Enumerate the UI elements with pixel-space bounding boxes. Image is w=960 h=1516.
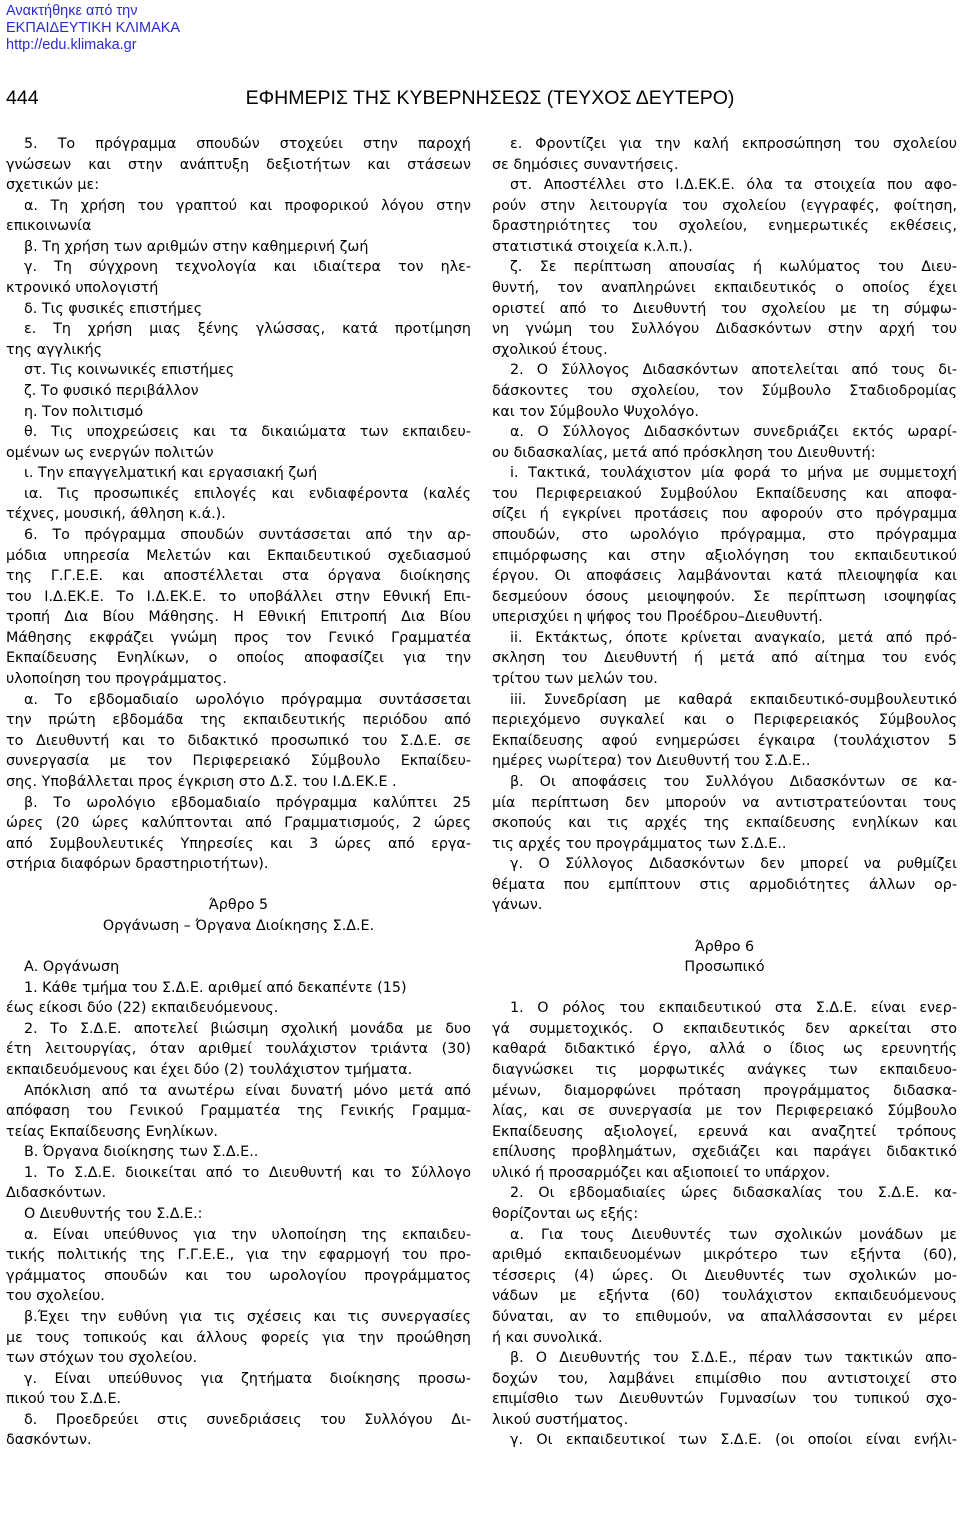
- text-line: με τους τοπικούς και άλλους φορείς για την προώθηση: [6, 1329, 471, 1346]
- text-line: γράμματος σπουδών και του ωρολογίου προγράμματος: [6, 1267, 471, 1284]
- text-line: θορίζονται ως εξής:: [492, 1206, 639, 1223]
- text-line: ια. Τις προσωπικές επιλογές και ενδιαφέροντα (καλές: [24, 485, 471, 502]
- text-line: 2. Ο Σύλλογος Διδασκόντων αποτελείται από τους δι-: [510, 362, 957, 379]
- text-line: δραστηριότητες του σχολείου, ενημερωτικές εκθέσεις,: [492, 218, 957, 235]
- text-line: 1. Ο ρόλος του εκπαιδευτικού στα Σ.Δ.Ε. είναι ενερ-: [510, 1000, 957, 1017]
- text-line: Άρθρο 6: [694, 938, 755, 955]
- text-line: από Συμβουλευτικές Υπηρεσίες και 3 ώρες από εργα-: [6, 835, 471, 852]
- text-line: κτρονικό υπολογιστή: [6, 280, 159, 297]
- text-line: δύναται, αν το επιθυμούν, να απαλλάσσονται εν μέρει: [492, 1308, 957, 1325]
- text-line: Προσωπικό: [684, 959, 765, 976]
- text-line: [492, 916, 957, 937]
- text-line: ε. Τη χρήση μιας ξένης γλώσσας, κατά προτίμηση: [24, 321, 471, 338]
- source-stamp: [6, 3, 180, 54]
- text-line: γ. Είναι υπεύθυνος για ζητήματα διοίκησης προσω-: [24, 1370, 471, 1387]
- text-line: τρίτου των μελών του.: [492, 671, 658, 688]
- text-line: περιεχόμενο συγκαλεί και ο Περιφερειακός Σύμβουλος: [492, 712, 957, 729]
- text-line: τροπή Δια Βίου Μάθησης. Η Εθνική Επιτροπή Δια Βίου: [6, 609, 471, 626]
- text-line: Α. Οργάνωση: [24, 959, 120, 976]
- text-line: ου διδασκαλίας, μετά από πρόσκληση του Διευθυντή:: [492, 444, 876, 461]
- text-line: Εκπαίδευσης αφού ενημερώσει έγκαιρα (τουλάχιστον 5: [492, 732, 957, 749]
- text-line: γ. Τη σύγχρονη τεχνολογία και ιδιαίτερα τον ηλε-: [24, 259, 471, 276]
- text-line: του Ι.Δ.ΕΚ.Ε. Το Ι.Δ.ΕΚ.Ε. το υποβάλλει στην Εθνική Επι-: [6, 588, 471, 605]
- text-line: λίας, και σε συνεργασία με τον Περιφερειακό Σύμβουλο: [492, 1103, 957, 1120]
- text-line: i. Τακτικά, τουλάχιστον μία φορά το μήνα με συμμετοχή: [510, 465, 957, 482]
- source-link[interactable]: http://edu.klimaka.gr: [6, 37, 137, 53]
- text-line: δ. Τις φυσικές επιστήμες: [24, 300, 203, 317]
- text-line: έτη λειτουργίας, όταν αριθμεί τουλάχιστον τριάντα (30): [6, 1041, 471, 1058]
- text-line: α. Τη χρήση του γραπτού και προφορικού λόγου στην: [24, 197, 471, 214]
- text-line: τέχνες, μουσική, άθληση κ.ά.).: [6, 506, 226, 523]
- text-line: εκπαιδευόμενους και έχει δύο (2) τουλάχιστον τμήματα.: [6, 1062, 413, 1079]
- text-line: β. Το ωρολόγιο εβδομαδιαίο πρόγραμμα καλύπτει 25: [24, 794, 471, 811]
- text-line: δοχών του, λαμβάνει επιμίσθιο που αντιστοιχεί στο: [492, 1370, 957, 1387]
- text-line: θέματα που εμπίπτουν στις αρμοδιότητες άλλων ορ-: [492, 876, 957, 893]
- text-line: σίζει ή εγκρίνει προτάσεις που αφορούν στο πρόγραμμα: [492, 506, 957, 523]
- text-line: σκοπούς και τις αρχές της εκπαίδευσης ενηλίκων και: [492, 815, 957, 832]
- text-line: 1. Το Σ.Δ.Ε. διοικείται από το Διευθυντή και το Σύλλογο: [24, 1164, 471, 1181]
- text-line: ρούν στην λειτουργία του σχολείου (εγγραφές, φοίτηση,: [492, 197, 957, 214]
- text-line: τις αρχές του προγράμματος των Σ.Δ.Ε..: [492, 835, 787, 852]
- text-line: δεσμεύουν όσους μειοψηφούν. Σε περίπτωση ισοψηφίας: [492, 588, 957, 605]
- text-line: σκληση του Διευθυντή ή μετά από αίτημα του ενός: [492, 650, 957, 667]
- right-column: [492, 134, 957, 1451]
- text-line: α. Για τους Διευθυντές των σχολικών μονάδων με: [510, 1226, 957, 1243]
- text-line: [6, 875, 471, 896]
- text-line: Οργάνωση – Όργανα Διοίκησης Σ.Δ.Ε.: [102, 917, 375, 934]
- text-line: σχετικών με:: [6, 177, 100, 194]
- text-line: γ. Οι εκπαιδευτικοί των Σ.Δ.Ε. (οι οποίοι είναι ενήλι-: [510, 1432, 957, 1449]
- text-line: α. Το εβδομαδιαίο ωρολόγιο πρόγραμμα συντάσσεται: [24, 691, 471, 708]
- text-line: το Διευθυντή και το διδακτικό προσωπικό του Σ.Δ.Ε. σε: [6, 732, 471, 749]
- text-line: τείας Εκπαίδευσης Ενηλίκων.: [6, 1123, 218, 1140]
- text-line: των στόχων του σχολείου.: [6, 1350, 198, 1367]
- text-line: ημέρες νωρίτερα) τον Διευθυντή του Σ.Δ.Ε..: [492, 753, 811, 770]
- text-line: η. Τον πολιτισμό: [24, 403, 144, 420]
- text-line: της αγγλικής: [6, 341, 103, 358]
- text-line: έως είκοσι δύο (22) εκπαιδευόμενους.: [6, 1000, 279, 1017]
- text-line: διαγνώσκει τις μορφωτικές ανάγκες των εκπαιδευο-: [492, 1062, 957, 1079]
- text-line: νη γνώμη του Συλλόγου Διδασκόντων στην αρχή του: [492, 321, 957, 338]
- text-line: υπερισχύει η ψήφος του Προέδρου–Διευθυντή.: [492, 609, 823, 626]
- text-line: ζ. Σε περίπτωση απουσίας ή κωλύματος του Διευ-: [510, 259, 957, 276]
- text-line: λικού συστήματος.: [492, 1411, 629, 1428]
- text-line: οριστεί από το Διευθυντή του σχολείου με τη σύμφω-: [492, 300, 957, 317]
- text-line: αριθμό εκπαιδευομένων μικρότερο των εξήντα (60),: [492, 1247, 957, 1264]
- text-line: γάνων.: [492, 897, 543, 914]
- text-line: επικοινωνία: [6, 218, 92, 235]
- text-line: Ο Διευθυντής του Σ.Δ.Ε.:: [24, 1206, 203, 1223]
- text-line: νάδων με εξήντα (60) τουλάχιστον εκπαιδευόμενους: [492, 1288, 957, 1305]
- text-line: γά συμμετοχικός. Ο εκπαιδευτικός δεν αρκείται στο: [492, 1020, 957, 1037]
- text-line: τικής πολιτικής της Γ.Γ.Ε.Ε., για την εφαρμογή του προ-: [6, 1247, 471, 1264]
- text-line: την πρώτη εβδομάδα της εκπαιδευτικής περιόδου από: [6, 712, 471, 729]
- text-line: Εκπαίδευσης Ενηλίκων, ο οποίος αποφασίζει για την: [6, 650, 471, 667]
- text-line: επίλυσης προβλημάτων, σχεδιάζει και παράγει διδακτικό: [492, 1144, 957, 1161]
- text-line: 6. Το πρόγραμμα σπουδών συντάσσεται από την αρ-: [24, 526, 471, 543]
- text-line: τέσσερις (4) ώρες. Οι Διευθυντές των σχολικών μο-: [492, 1267, 957, 1284]
- text-line: συνεργασία με τον Περιφερειακό Σύμβουλο Εκπαίδευ-: [6, 753, 471, 770]
- text-line: ομένων ως ενεργών πολιτών: [6, 444, 214, 461]
- text-line: του σχολείου.: [6, 1288, 105, 1305]
- text-line: Άρθρο 5: [208, 897, 269, 914]
- text-line: απόφαση του Γενικού Γραμματέα της Γενικής Γραμμα-: [6, 1103, 471, 1120]
- text-line: [6, 937, 471, 958]
- text-line: Απόκλιση από τα ανωτέρω είναι δυνατή μόνο μετά από: [24, 1082, 471, 1099]
- text-line: δάσκοντες του σχολείου, τον Σύμβουλο Σταδιοδρομίας: [492, 382, 957, 399]
- text-line: ι. Την επαγγελματική και εργασιακή ζωή: [24, 465, 318, 482]
- page-header: [6, 87, 954, 113]
- text-line: σπουδών, στο ωρολόγιο πρόγραμμα, στο πρόγραμμα: [492, 526, 957, 543]
- text-line: υλοποίηση του προγράμματος.: [6, 671, 227, 688]
- text-line: β.Έχει την ευθύνη για τις σχέσεις και τις συνεργασίες: [24, 1308, 471, 1325]
- text-line: σε δημόσιες συναντήσεις.: [492, 156, 679, 173]
- text-line: ώρες (20 ώρες καλύπτονται από Γραμματισμούς, 2 ώρες: [6, 815, 471, 832]
- source-line-2: ΕΚΠΑΙΔΕΥΤΙΚΗ ΚΛΙΜΑΚΑ: [6, 20, 181, 36]
- text-line: γνώσεων και στην ανάπτυξη δεξιοτήτων και στάσεων: [6, 156, 471, 173]
- text-line: Διδασκόντων.: [6, 1185, 107, 1202]
- page-number: 444: [6, 87, 39, 109]
- text-line: σης. Υποβάλλεται προς έγκριση στο Δ.Σ. του Ι.Δ.ΕΚ.Ε .: [6, 773, 397, 790]
- text-line: στ. Αποστέλλει στο Ι.Δ.ΕΚ.Ε. όλα τα στοιχεία που αφο-: [510, 177, 957, 194]
- text-line: και τον Σύμβουλο Ψυχολόγο.: [492, 403, 699, 420]
- gazette-title: ΕΦΗΜΕΡΙΣ ΤΗΣ ΚΥΒΕΡΝΗΣΕΩΣ (ΤΕΥΧΟΣ ΔΕΥΤΕΡΟ): [245, 87, 735, 109]
- text-line: έργου. Οι αποφάσεις λαμβάνονται κατά πλειοψηφία και: [492, 568, 957, 585]
- text-line: υλικό ή προσαρμόζει και αξιοποιεί το υπάρχον.: [492, 1164, 830, 1181]
- text-line: δ. Προεδρεύει στις συνεδριάσεις του Συλλόγου Δι-: [24, 1411, 471, 1428]
- text-line: δασκόντων.: [6, 1432, 92, 1449]
- text-line: Β. Όργανα διοίκησης των Σ.Δ.Ε..: [24, 1144, 259, 1161]
- text-line: β. Τη χρήση των αριθμών στην καθημερινή ζωή: [24, 238, 369, 255]
- text-line: ε. Φροντίζει για την καλή εκπροσώπηση του σχολείου: [510, 136, 957, 152]
- text-line: μόδια υπηρεσία Μελετών και Εκπαιδευτικού σχεδιασμού: [6, 547, 471, 564]
- left-column: [6, 134, 471, 1451]
- text-line: επιμίσθιο των Διευθυντών Γυμνασίων του τυπικού σχο-: [492, 1391, 957, 1408]
- text-line: μία περίπτωση δεν μπορούν να αντιστρατεύονται τους: [492, 794, 957, 811]
- text-line: α. Ο Σύλλογος Διδασκόντων συνεδριάζει εκτός ωραρί-: [510, 424, 957, 441]
- text-line: στ. Τις κοινωνικές επιστήμες: [24, 362, 235, 379]
- text-line: β. Οι αποφάσεις του Συλλόγου Διδασκόντων σε κα-: [510, 773, 957, 790]
- text-line: iii. Συνεδρίαση με καθαρά εκπαιδευτικό-συμβουλευτικό: [510, 691, 957, 708]
- text-line: μένων, διαμορφώνει πρόταση προγράμματος διδασκα-: [492, 1082, 957, 1099]
- text-line: 5. Το πρόγραμμα σπουδών στοχεύει στην παροχή: [24, 136, 471, 152]
- text-line: 2. Το Σ.Δ.Ε. αποτελεί βιώσιμη σχολική μονάδα με δυο: [24, 1020, 471, 1037]
- text-line: ή και συνολικά.: [492, 1329, 603, 1346]
- text-line: Μάθησης εκφράζει γνώμη προς τον Γενικό Γραμματέα: [6, 629, 471, 646]
- text-line: Εκπαίδευσης αξιολογεί, ερευνά και αναζητεί τρόπους: [492, 1123, 957, 1140]
- text-line: στατιστικά στοιχεία κ.λ.π.).: [492, 238, 693, 255]
- source-line-1: Ανακτήθηκε από την: [6, 3, 138, 19]
- text-line: α. Είναι υπεύθυνος για την υλοποίηση της εκπαιδευ-: [24, 1226, 471, 1243]
- text-line: καθαρά διδακτικό έργο, αλλά ο ίδιος ως ερευνητής: [492, 1041, 957, 1058]
- text-line: επιμόρφωσης και στην αξιολόγηση του εκπαιδευτικού: [492, 547, 957, 564]
- text-line: 1. Κάθε τμήμα του Σ.Δ.Ε. αριθμεί από δεκαπέντε (15): [24, 979, 407, 996]
- text-line: του Περιφερειακού Συμβούλου Εκπαίδευσης και αποφα-: [492, 485, 957, 502]
- text-line: ζ. Το φυσικό περιβάλλον: [24, 382, 199, 399]
- text-line: σχολικού έτους.: [492, 341, 608, 358]
- text-line: θυντή, τον αναπληρώνει εκπαιδευτικός ο οποίος έχει: [492, 280, 957, 297]
- text-line: β. Ο Διευθυντής του Σ.Δ.Ε., πέραν των τακτικών απο-: [510, 1350, 957, 1367]
- text-line: της Γ.Γ.Ε.Ε. και αποστέλλεται στα όργανα διοίκησης: [6, 568, 471, 585]
- text-line: ii. Εκτάκτως, όποτε κρίνεται αναγκαίο, μετά από πρό-: [510, 629, 957, 646]
- text-line: [492, 978, 957, 999]
- text-line: στήρια διαφόρων δραστηριοτήτων).: [6, 856, 269, 873]
- text-line: πικού του Σ.Δ.Ε.: [6, 1391, 122, 1408]
- text-line: γ. Ο Σύλλογος Διδασκόντων δεν μπορεί να ρυθμίζει: [510, 856, 957, 873]
- text-line: 2. Οι εβδομαδιαίες ώρες διδασκαλίας του Σ.Δ.Ε. κα-: [510, 1185, 957, 1202]
- text-line: θ. Τις υποχρεώσεις και τα δικαιώματα των εκπαιδευ-: [24, 424, 471, 441]
